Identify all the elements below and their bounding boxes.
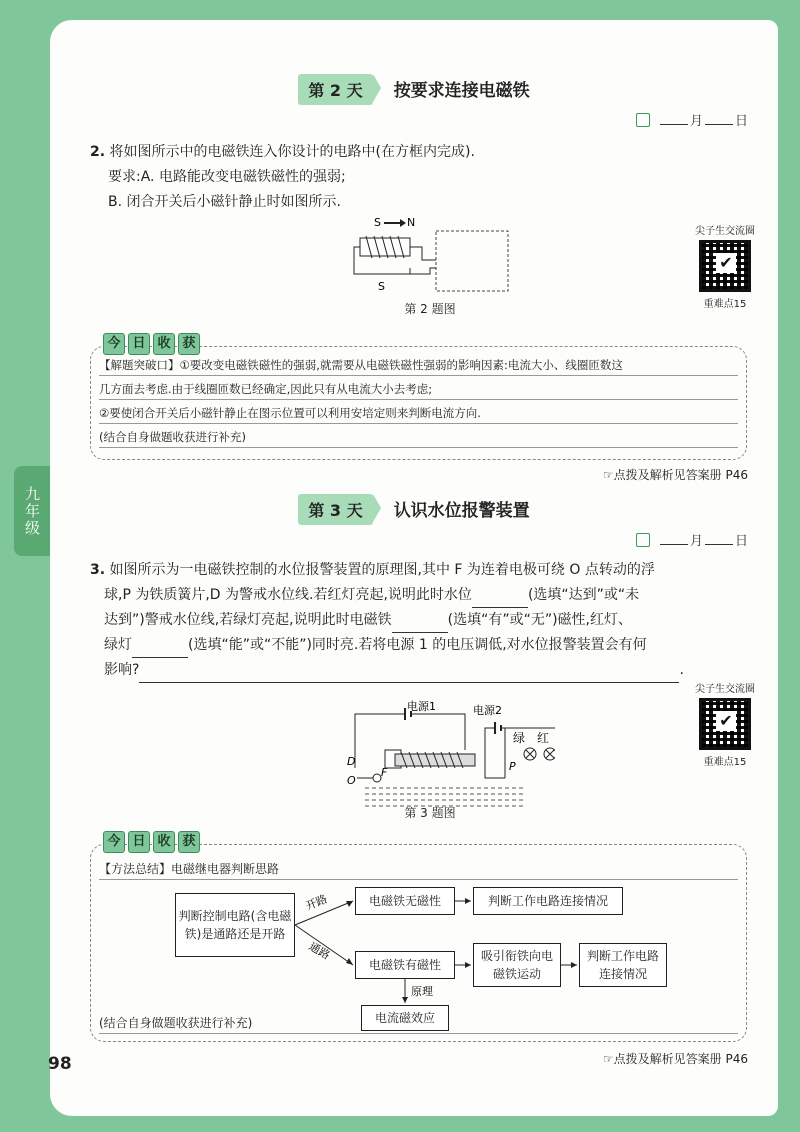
qr-sub: 重难点15	[703, 299, 747, 310]
fig3-electromagnet	[395, 754, 475, 766]
page-number: 98	[48, 1054, 72, 1074]
figure-2	[350, 214, 520, 306]
closed-label: 通路	[306, 939, 333, 963]
gain-tag: 今 日 收 获	[103, 333, 200, 355]
calendar-icon	[636, 113, 650, 127]
day3-gain-box	[90, 834, 747, 1042]
fig3-caption: 第 3 题图	[404, 806, 456, 820]
qr-code-icon[interactable]	[699, 240, 751, 292]
flow-start: 判断控制电路(含电磁铁)是通路还是开路	[175, 893, 295, 957]
flow-no-magnetism: 电磁铁无磁性	[355, 887, 455, 915]
day2-badge: 第 2 天	[298, 74, 372, 105]
day3-date: 月 日	[636, 530, 748, 549]
svg-text:P: P	[509, 760, 516, 773]
answer-ref-2[interactable]: ☞点拨及解析见答案册 P46	[602, 1052, 748, 1066]
principle-label: 原理	[411, 985, 433, 998]
day2-title: 按要求连接电磁铁	[393, 81, 530, 101]
supplement-line: (结合自身做题收获进行补充)	[99, 1013, 738, 1034]
answer-ref-1[interactable]: ☞点拨及解析见答案册 P46	[602, 468, 748, 482]
svg-text:O: O	[347, 774, 356, 787]
gain-tag: 今 日 收 获	[103, 831, 200, 853]
blank-4[interactable]	[139, 682, 679, 683]
flow-has-magnetism: 电磁铁有磁性	[355, 951, 455, 979]
day3-title: 认识水位报警装置	[393, 501, 530, 521]
svg-text:S: S	[378, 280, 385, 293]
gain-line-2: 几方面去考虑.由于线圈匝数已经确定,因此只有从电流大小去考虑;	[99, 379, 738, 400]
day3-badge: 第 3 天	[298, 494, 372, 525]
svg-text:红: 红	[537, 731, 550, 745]
svg-text:F: F	[381, 766, 388, 779]
page	[50, 20, 778, 1116]
open-label: 开路	[303, 892, 330, 913]
qr-title: 尖子生交流圈	[695, 226, 755, 237]
flow-judge-2: 判断工作电路连接情况	[579, 943, 667, 987]
fig2-n-label: N	[407, 216, 416, 229]
gain-line-3: ②要使闭合开关后小磁针静止在图示位置可以利用安培定则来判断电流方向.	[99, 403, 738, 424]
svg-text:电源2: 电源2	[473, 704, 502, 717]
day3-header	[50, 494, 778, 525]
qr-title: 尖子生交流圈	[695, 684, 755, 695]
flow-arrows	[91, 845, 746, 1041]
gain-line-1: 【解题突破口】①要改变电磁铁磁性的强弱,就需要从电磁铁磁性强弱的影响因素:电流大小、线圈匝数这	[99, 355, 738, 376]
method-title: 【方法总结】电磁继电器判断思路	[99, 859, 738, 880]
qr-sub: 重难点15	[703, 757, 747, 768]
svg-text:绿: 绿	[513, 731, 526, 745]
day2-date: 月 日	[636, 110, 748, 129]
question-3: 3. 如图所示为一电磁铁控制的水位报警装置的原理图,其中 F 为连着电极可绕 O 点转动的浮 球,P 为铁质簧片,D 为警戒水位线.若红灯亮起,说明此时水位 (选填“达到”或“未 达到”)警戒水位线,若绿灯亮起,说明此时电磁铁 (选填“有”或“无”)磁性,红灯、 绿灯 (选填“能”或“不能”)同时亮.若将电源 1 的电压调低,对水位报警装置会有何 影响? .	[90, 558, 750, 683]
gain-line-4: (结合自身做题收获进行补充)	[99, 427, 738, 448]
fig2-caption: 第 2 题图	[404, 302, 456, 316]
fig2-s-label: S	[374, 216, 381, 229]
flow-effect: 电流磁效应	[361, 1005, 449, 1031]
flow-judge-1: 判断工作电路连接情况	[473, 887, 623, 915]
qr-block-2[interactable]	[690, 222, 760, 310]
svg-text:电源1: 电源1	[407, 700, 436, 713]
calendar-icon	[636, 533, 650, 547]
float-ball-icon	[373, 774, 381, 782]
fig2-design-box	[436, 231, 508, 291]
question-2: 2. 将如图所示中的电磁铁连入你设计的电路中(在方框内完成). 要求:A. 电路能改变电磁铁磁性的强弱; B. 闭合开关后小磁针静止时如图所示.	[90, 144, 475, 210]
grade-tab: 九年级	[14, 466, 50, 556]
flow-attract: 吸引衔铁向电磁铁运动	[473, 943, 561, 987]
svg-text:D: D	[347, 755, 356, 768]
day2-header	[50, 74, 778, 105]
qr-code-icon[interactable]	[699, 698, 751, 750]
figure-3	[345, 698, 555, 816]
qr-block-3[interactable]	[690, 680, 760, 768]
day2-gain-box	[90, 336, 747, 460]
